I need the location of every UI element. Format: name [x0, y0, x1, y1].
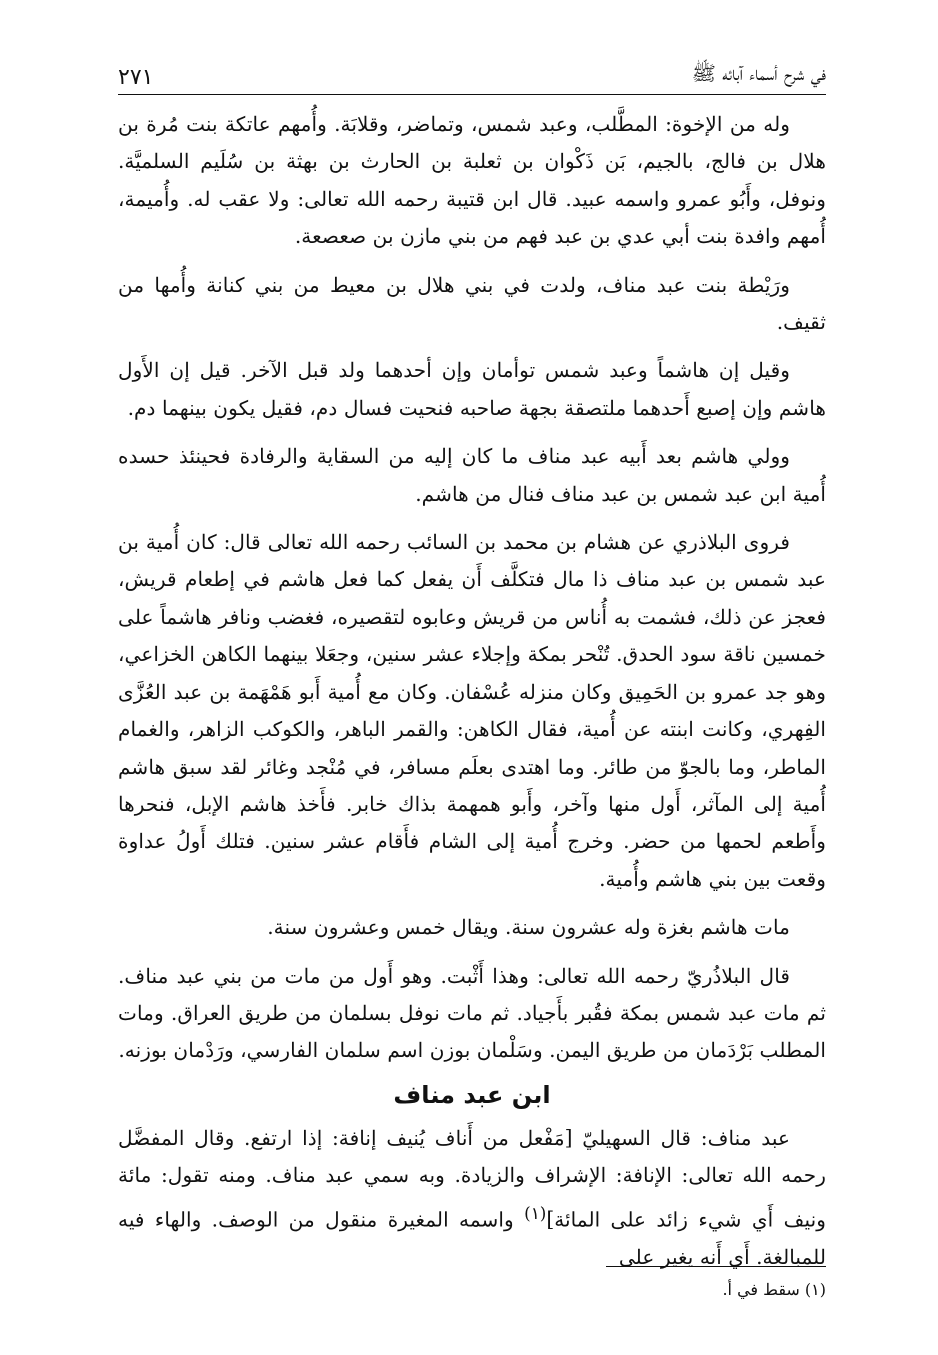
section-paragraph [118, 1120, 826, 1276]
main-text [118, 106, 826, 1287]
section-text-after-note: واسمه المغيرة منقول من الوصف. والهاء فيه للمبالغة. أَي أَنه يغير على [118, 1207, 826, 1269]
paragraph: قال البلاذُريّ رحمه الله تعالى: وهذا أَثْبت. وهو أَول من مات من بني عبد مناف. ثم مات عبد شمس بمكة فقُبر بأَجياد. ثم مات نوفل بسلمان من طريق العراق. ومات المطلب بَرْدَمان من طريق اليمن. وسَلْمان بوزن اسم سلمان الفارسي، ورَدْمان بوزنه. [118, 963, 826, 1063]
page-header [118, 50, 826, 95]
section-text-before-note: عبد مناف: قال السهيليّ [مَفْعل من أَناف يُنيف إنافة: إذا ارتفع. وقال المفضَّل رحمه الله تعالى: الإنافة: الإشراف والزيادة. وبه سمي عبد مناف. ومنه تقول: مائة ونيف أَي شيء زائد على المائة] [118, 1125, 826, 1232]
paragraph: فروى البلاذري عن هشام بن محمد بن السائب رحمه الله تعالى قال: كان أُمية بن عبد شمس بن عبد مناف ذا مال فتكلَّف أَن يفعل كما فعل هاشم في إطعام قريش، فعجز عن ذلك، فشمت به أُناس من قريش وعابوه لتقصيره، فغضب ونافر هاشماً على خمسين ناقة سود الحدق. تُنْحر بمكة وإجلاء عشر سنين، وجعَلا بينهما الكاهن الخزاعي، وهو جد عمرو بن الحَمِيق وكان منزله عُسْفان. وكان مع أُمية أَبو هَمْهَمة بن عبد العُزَّى الفِهري، وكانت ابنته عن أُمية، فقال الكاهن: والقمر الباهر، والكوكب الزاهر، والغمام الماطر، وما بالجوّ من طائر. وما اهتدى بعلَم مسافر، في مُنْجد وغائر لقد سبق هاشم أُمية إلى المآثر، أَول منها وآخر، وأَبو همهمة بذاك خابر. فأَخذ هاشم الإبل، فنحرها وأَطعم لحمها من حضر. وخرج أُمية إلى الشام فأَقام عشر سنين. فتلك أَولُ عداوة وقعت بين بني هاشم وأُمية. [118, 530, 826, 891]
paragraph: وقيل إن هاشماً وعبد شمس توأمان وإن أحدهما ولد قبل الآخر. قيل إن الأَول هاشم وإن إصبع أَحدهما ملتصقة بجهة صاحبه فنحيت فسال دم، فقيل يكون بينهما دم. [118, 358, 826, 420]
footnote: (١) سقط في أ. [722, 1280, 826, 1299]
paragraph: مات هاشم بغزة وله عشرون سنة. ويقال خمس وعشرون سنة. [267, 915, 790, 940]
paragraph: وله من الإخوة: المطَّلب، وعبد شمس، وتماضر، وقلابَة. وأُمهم عاتكة بنت مُرة بن هلال بن فالج، بالجيم، بَن ذَكْوان بن ثعلبة بن الحارث بن بهثة بن سُلَيم السلميَّة. ونوفل، وأَبُو عمرو واسمه عبيد. قال ابن قتيبة رحمه الله تعالى: ولا عقب له. وأُميمة، أُمهم وافدة بنت أبي عدي بن عبد فهم من بني مازن بن صعصعة. [118, 112, 826, 249]
footnote-marker: (١) [524, 1202, 547, 1223]
running-title: في شرح أسماء آبائه ﷺ [691, 61, 826, 85]
footnote-divider [606, 1266, 826, 1267]
paragraph: وولي هاشم بعد أَبيه عبد مناف ما كان إليه من السقاية والرفادة فحينئذ حسده أُمية ابن عبد شمس بن عبد مناف فنال من هاشم. [118, 444, 826, 506]
section-heading: ابن عبد مناف [393, 1080, 551, 1109]
page-number: ٢٧١ [118, 65, 154, 90]
paragraph: ورَيْطة بنت عبد مناف، ولدت في بني هلال بن معيط من بني كنانة وأُمها من ثقيف. [118, 272, 826, 335]
